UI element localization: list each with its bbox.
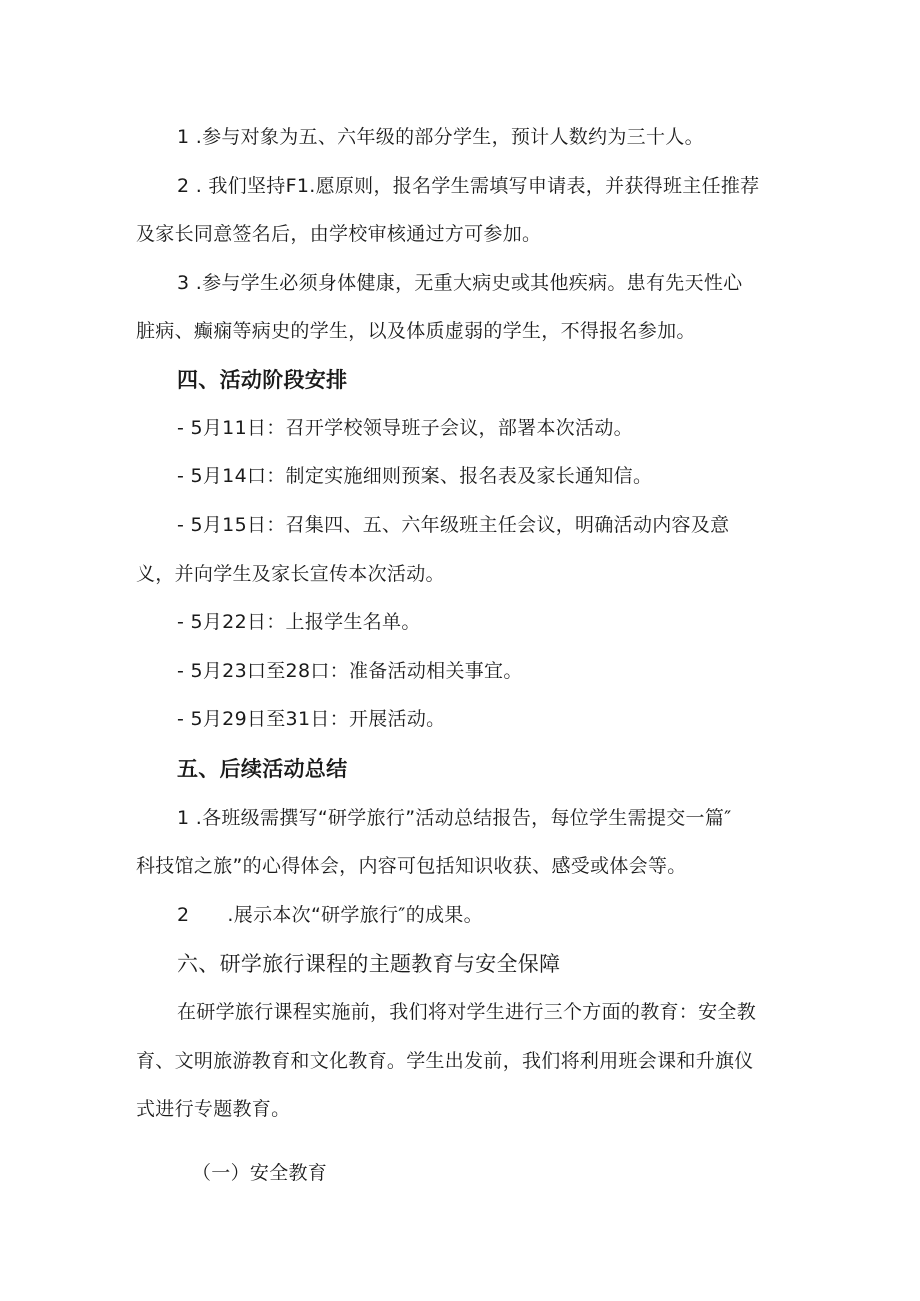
paragraph-line: 式进行专题教育。 — [136, 1098, 291, 1120]
paragraph-line: 科技馆之旅”的心得体会，内容可包括知识收获、感受或体会等。 — [136, 855, 687, 877]
section-heading: 六、研学旅行课程的主题教育与安全保障 — [177, 952, 561, 976]
paragraph-line: 在研学旅行课程实施前，我们将对学生进行三个方面的教育：安全教 — [177, 1001, 757, 1023]
subsection-heading: （一）安全教育 — [192, 1162, 328, 1184]
paragraph-line: 及家长同意签名后，由学校审核通过方可参加。 — [136, 223, 542, 245]
paragraph-line: 脏病、癫痫等病史的学生，以及体质虚弱的学生，不得报名参加。 — [136, 320, 696, 342]
list-item: - 5月22日：上报学生名单。 — [177, 611, 421, 633]
paragraph-line: 1 .各班级需撰写“研学旅行”活动总结报告，每位学生需提交一篇″ — [177, 807, 732, 829]
section-heading: 五、后续活动总结 — [177, 757, 348, 781]
paragraph-line: 3 .参与学生必须身体健康，无重大病史或其他疾病。患有先天性心 — [177, 272, 743, 294]
section-heading: 四、活动阶段安排 — [177, 368, 348, 392]
paragraph-line: 1 .参与对象为五、六年级的部分学生，预计人数约为三十人。 — [177, 126, 704, 148]
paragraph-line: 2 .展示本次“研学旅行″的成果。 — [177, 904, 483, 926]
list-item: - 5月14口：制定实施细则预案、报名表及家长通知信。 — [177, 465, 653, 487]
paragraph-line: 育、文明旅游教育和文化教育。学生出发前，我们将利用班会课和升旗仪 — [136, 1050, 754, 1072]
list-item: - 5月11日：召开学校领导班子会议，部署本次活动。 — [177, 417, 633, 439]
paragraph-line: 义，并向学生及家长宣传本次活动。 — [136, 563, 445, 585]
list-item: - 5月15日：召集四、五、六年级班主任会议，明确活动内容及意 — [177, 514, 730, 536]
list-item: - 5月23口至28口：准备活动相关事宜。 — [177, 660, 523, 682]
list-item: - 5月29日至31日：开展活动。 — [177, 708, 446, 730]
paragraph-line: 2 . 我们坚持F1.愿原则，报名学生需填写申请表，并获得班主任推荐 — [177, 175, 760, 197]
